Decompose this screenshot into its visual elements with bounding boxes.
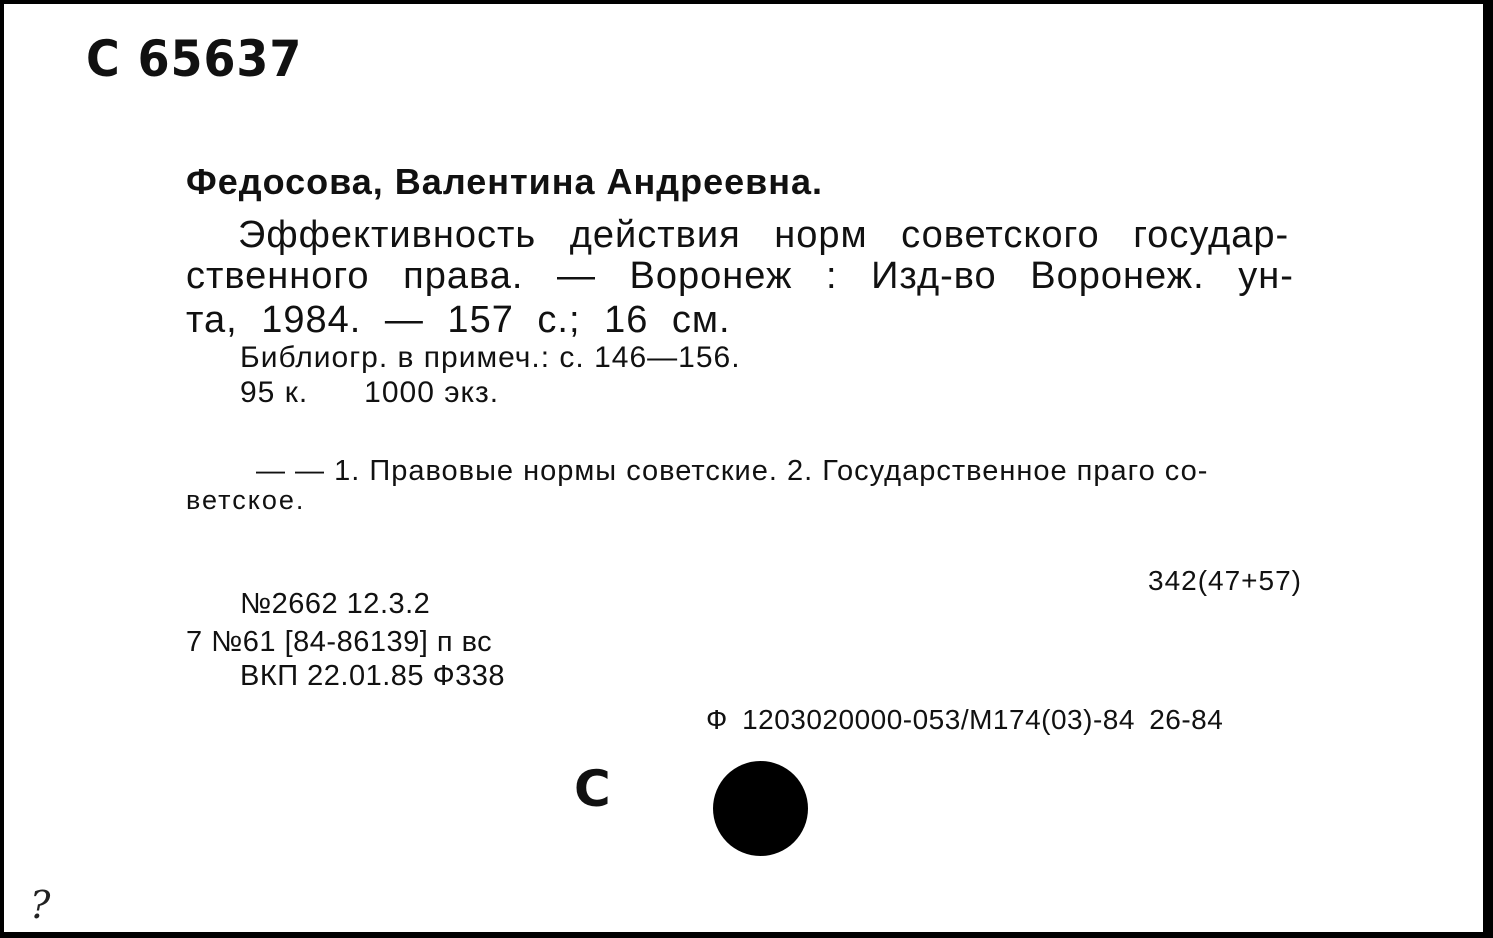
black-dot-mark <box>713 761 808 856</box>
series-code: Ф 1203020000-053/М174(03)-84 26-84 <box>706 704 1224 735</box>
handwritten-mark: ? <box>30 883 51 927</box>
title-line-1: Эффективность действия норм советского государ- <box>238 214 1290 256</box>
udc-code: 342(47+57) <box>1148 565 1303 596</box>
subjects-line-1: — — 1. Правовые нормы советские. 2. Государственное праго со- <box>256 455 1209 487</box>
tech-line-3: ВКП 22.01.85 Ф338 <box>240 660 506 692</box>
print-run: 1000 экз. <box>364 376 500 409</box>
call-number: С 65637 <box>86 30 303 88</box>
title-line-2: ственного права. — Воронеж : Изд-во Воронеж. ун- <box>186 255 1294 297</box>
subjects-line-2: ветское. <box>186 485 306 515</box>
price: 95 к. <box>240 376 309 409</box>
author-heading: Федосова, Валентина Андреевна. <box>186 161 824 202</box>
tech-line-2: 7 №61 [84-86139] п вс <box>186 626 493 658</box>
bibliography-note: Библиогр. в примеч.: с. 146—156. <box>240 341 741 374</box>
card-edge <box>1483 0 1493 938</box>
title-line-3: та, 1984. — 157 с.; 16 см. <box>186 299 731 341</box>
bottom-mark: С <box>574 760 611 818</box>
price-line <box>240 378 499 408</box>
tech-line-1: №2662 12.3.2 <box>240 588 431 620</box>
